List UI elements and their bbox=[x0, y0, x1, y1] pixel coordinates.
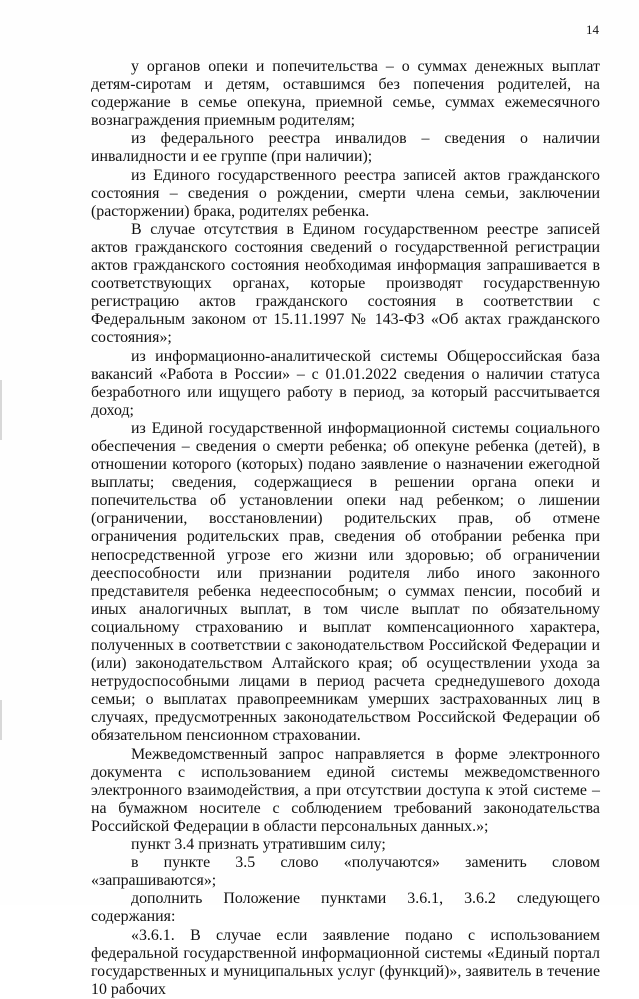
scan-edge-mark bbox=[0, 380, 2, 440]
paragraph: у органов опеки и попечительства – о суммах денежных выплат детям-сиротам и детям, оставшимся без попечения родителей, на содержание в семье опекуна, приемной семье, суммах ежемесячного вознаграждения приемным родителям; bbox=[91, 58, 600, 130]
paragraph: из Единого государственного реестра записей актов гражданского состояния – сведения о рождении, смерти члена семьи, заключении (расторжении) брака, родителях ребенка. bbox=[91, 166, 600, 220]
paragraph: пункт 3.4 признать утратившим силу; bbox=[131, 836, 386, 854]
paragraph: В случае отсутствия в Едином государственном реестре записей актов гражданского состояния сведений о государственной регистрации актов гражданского состояния необходимая информация запрашивается в соответствующих органах, которые производят государственную регистрацию актов гражданского состояния в соответствии с Федеральным законом от 15.11.1997 № 143-ФЗ «Об актах гражданского состояния»; bbox=[91, 220, 600, 347]
paragraph: из федерального реестра инвалидов – сведения о наличии инвалидности и ее группе (при наличии); bbox=[91, 130, 600, 166]
paragraph: дополнить Положение пунктами 3.6.1, 3.6.2 следующего содержания: bbox=[91, 890, 600, 926]
document-body bbox=[91, 58, 600, 999]
paragraph: из Единой государственной информационной системы социального обеспечения – сведения о смерти ребенка; об опекуне ребенка (детей), в отношении которого (которых) подано заявление о назначении ежегодной выплаты; сведения, содержащиеся в решении органа опеки и попечительства об установлении опеки над ребенком; о лишении (ограничении, восстановлении) родительских прав, об отмене ограничения родительских прав, сведения об отобрании ребенка при непосредственной угрозе его жизни или здоровью; об ограничении дееспособности или признании родителя либо иного законного представителя ребенка недееспособным; о суммах пенсии, пособий и иных аналогичных выплат, в том числе выплат по обязательному социальному страхованию и выплат компенсационного характера, полученных в соответствии с законодательством Российской Федерации и (или) законодательством Алтайского края; об осуществлении ухода за нетрудоспособными лицами в период расчета среднедушевого дохода семьи; о выплатах правопреемникам умерших застрахованных лиц в случаях, предусмотренных законодательством Российской Федерации об обязательном пенсионном страховании. bbox=[91, 419, 600, 745]
paragraph: Межведомственный запрос направляется в форме электронного документа с использованием единой системы межведомственного электронного взаимодействия, а при отсутствии доступа к этой системе – на бумажном носителе с соблюдением требований законодательства Российской Федерации в области персональных данных.»; bbox=[91, 745, 600, 835]
paragraph: из информационно-аналитической системы Общероссийская база вакансий «Работа в России» – с 01.01.2022 сведения о наличии статуса безработного или ищущего работу в период, за который рассчитывается доход; bbox=[91, 347, 600, 419]
paragraph: в пункте 3.5 слово «получаются» заменить словом «запрашиваются»; bbox=[91, 854, 600, 890]
paragraph: «3.6.1. В случае если заявление подано с использованием федеральной государственной информационной системы «Единый портал государственных и муниципальных услуг (функций)», заявитель в течение 10 рабочих bbox=[91, 926, 600, 998]
scan-edge-mark bbox=[0, 700, 2, 740]
page-number: 14 bbox=[586, 22, 599, 37]
